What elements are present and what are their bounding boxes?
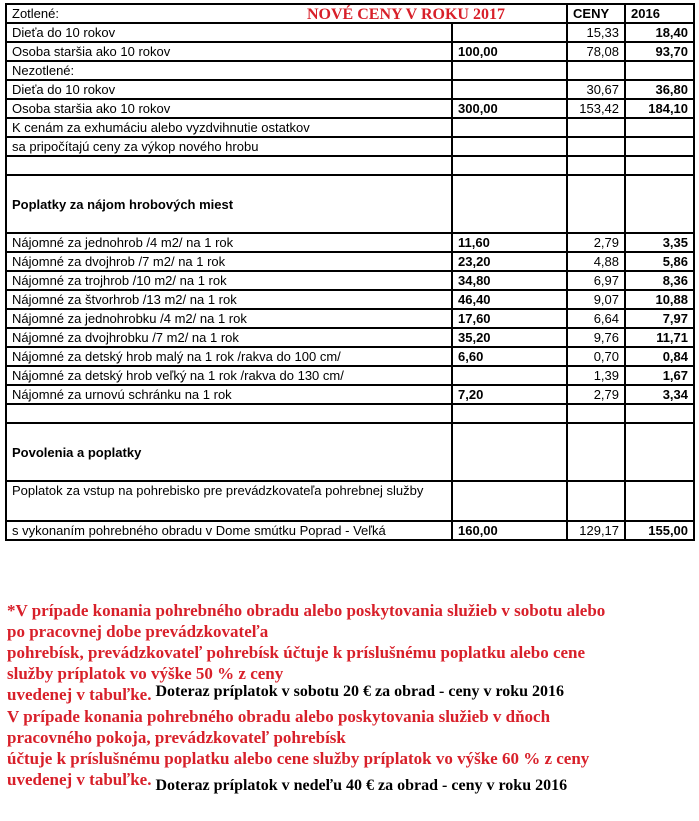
price-2016 (625, 137, 694, 156)
price-2016 (625, 156, 694, 175)
price-list-sheet (5, 3, 695, 541)
table-row (6, 42, 694, 61)
saturday-note-line: uvedenej v tabuľke. (7, 685, 152, 704)
table-row (6, 521, 694, 540)
row-description: Osoba staršia ako 10 rokov (6, 99, 452, 118)
price-2016: 3,35 (625, 233, 694, 252)
new-price-2017 (452, 23, 567, 42)
prices-column-header: CENY (567, 4, 625, 23)
header-row (6, 4, 694, 23)
holiday-note-line: V prípade konania pohrebného obradu alebo poskytovania služieb v dňoch (7, 707, 551, 726)
table-row (6, 61, 694, 80)
row-description: Dieťa do 10 rokov (6, 23, 452, 42)
holiday-note-line: uvedenej v tabuľke. (7, 770, 152, 789)
holiday-note-line: pracovného pokoja, prevádzkovateľ pohrebísk (7, 728, 346, 747)
old-price: 9,76 (567, 328, 625, 347)
table-row (6, 99, 694, 118)
old-price: 129,17 (567, 521, 625, 540)
row-description: Nájomné za detský hrob malý na 1 rok /rakva do 100 cm/ (6, 347, 452, 366)
empty-cell (452, 175, 567, 233)
new-price-2017: 300,00 (452, 99, 567, 118)
price-2016: 184,10 (625, 99, 694, 118)
row-description: Nájomné za dvojhrobku /7 m2/ na 1 rok (6, 328, 452, 347)
row-description: Nájomné za jednohrob /4 m2/ na 1 rok (6, 233, 452, 252)
surcharge-notes (7, 600, 697, 794)
price-table (5, 3, 695, 541)
new-price-2017 (452, 118, 567, 137)
price-2016: 93,70 (625, 42, 694, 61)
old-price: 6,64 (567, 309, 625, 328)
empty-cell (567, 423, 625, 481)
price-2016: 7,97 (625, 309, 694, 328)
price-2016 (625, 481, 694, 521)
saturday-note-last-line (7, 684, 697, 706)
price-2016: 10,88 (625, 290, 694, 309)
old-price: 15,33 (567, 23, 625, 42)
row-description: Nájomné za detský hrob veľký na 1 rok /rakva do 130 cm/ (6, 366, 452, 385)
old-price (567, 481, 625, 521)
table-row (6, 481, 694, 521)
table-row (6, 328, 694, 347)
table-row (6, 366, 694, 385)
row-description: Nájomné za jednohrobku /4 m2/ na 1 rok (6, 309, 452, 328)
price-2016: 155,00 (625, 521, 694, 540)
empty-cell (625, 175, 694, 233)
saturday-note-line: *V prípade konania pohrebného obradu alebo poskytovania služieb v sobotu alebo (7, 601, 606, 620)
row-description: Nezotlené: (6, 61, 452, 80)
price-2016 (625, 118, 694, 137)
old-price (567, 404, 625, 423)
section-title-permits: Povolenia a poplatky (6, 423, 452, 481)
price-2016: 5,86 (625, 252, 694, 271)
empty-cell (625, 423, 694, 481)
new-price-2017 (452, 61, 567, 80)
row-description (6, 404, 452, 423)
table-row (6, 347, 694, 366)
old-price (567, 137, 625, 156)
section-heading-row (6, 423, 694, 481)
row-description: K cenám za exhumáciu alebo vyzdvihnutie ostatkov (6, 118, 452, 137)
empty-cell (567, 175, 625, 233)
saturday-note-line: pohrebísk, prevádzkovateľ pohrebísk účtuje k príslušnému poplatku alebo cene (7, 643, 586, 662)
old-price: 78,08 (567, 42, 625, 61)
new-price-2017 (452, 137, 567, 156)
table-row-empty (6, 156, 694, 175)
zotlene-label: Zotlené: (12, 6, 59, 21)
year-column-header: 2016 (625, 4, 694, 23)
price-2016: 8,36 (625, 271, 694, 290)
table-row (6, 80, 694, 99)
table-row (6, 271, 694, 290)
table-row-empty (6, 404, 694, 423)
old-price: 4,88 (567, 252, 625, 271)
holiday-previous-surcharge: Doteraz príplatok v nedeľu 40 € za obrad - ceny v roku 2016 (155, 777, 568, 794)
old-price: 0,70 (567, 347, 625, 366)
saturday-note-line: po pracovnej dobe prevádzkovateľa (7, 622, 269, 641)
new-price-2017 (452, 366, 567, 385)
new-price-2017: 6,60 (452, 347, 567, 366)
price-2016 (625, 61, 694, 80)
price-2016: 1,67 (625, 366, 694, 385)
new-price-2017: 160,00 (452, 521, 567, 540)
table-row (6, 290, 694, 309)
new-price-2017: 35,20 (452, 328, 567, 347)
section-title-rent: Poplatky za nájom hrobových miest (6, 175, 452, 233)
row-description: Nájomné za trojhrob /10 m2/ na 1 rok (6, 271, 452, 290)
holiday-note-line: účtuje k príslušnému poplatku alebo cene služby príplatok vo výške 60 % z ceny (7, 749, 590, 768)
old-price: 30,67 (567, 80, 625, 99)
old-price (567, 156, 625, 175)
section-heading-row (6, 175, 694, 233)
saturday-note-line: služby príplatok vo výške 50 % z ceny (7, 664, 284, 683)
row-description: Dieťa do 10 rokov (6, 80, 452, 99)
price-2016: 11,71 (625, 328, 694, 347)
new-price-2017 (452, 80, 567, 99)
new-price-2017 (452, 481, 567, 521)
empty-cell (452, 423, 567, 481)
row-description: Poplatok za vstup na pohrebisko pre prevádzkovateľa pohrebnej služby (6, 481, 452, 521)
old-price (567, 118, 625, 137)
row-description: Nájomné za dvojhrob /7 m2/ na 1 rok (6, 252, 452, 271)
price-2016: 18,40 (625, 23, 694, 42)
old-price: 6,97 (567, 271, 625, 290)
new-price-2017: 23,20 (452, 252, 567, 271)
table-row (6, 23, 694, 42)
old-price (567, 61, 625, 80)
table-row (6, 385, 694, 404)
new-price-2017 (452, 156, 567, 175)
holiday-note-last-line (7, 769, 697, 794)
old-price: 153,42 (567, 99, 625, 118)
new-price-2017: 17,60 (452, 309, 567, 328)
table-row (6, 118, 694, 137)
old-price: 9,07 (567, 290, 625, 309)
new-price-2017: 46,40 (452, 290, 567, 309)
new-price-2017 (452, 404, 567, 423)
row-description: Nájomné za štvorhrob /13 m2/ na 1 rok (6, 290, 452, 309)
old-price: 2,79 (567, 385, 625, 404)
row-description: sa pripočítajú ceny za výkop nového hrobu (6, 137, 452, 156)
table-row (6, 252, 694, 271)
new-price-2017: 100,00 (452, 42, 567, 61)
price-2016: 0,84 (625, 347, 694, 366)
new-price-2017: 11,60 (452, 233, 567, 252)
row-description: Osoba staršia ako 10 rokov (6, 42, 452, 61)
old-price: 2,79 (567, 233, 625, 252)
old-price: 1,39 (567, 366, 625, 385)
row-description: Nájomné za urnovú schránku na 1 rok (6, 385, 452, 404)
row-description (6, 156, 452, 175)
table-row (6, 137, 694, 156)
zotlene-header-cell (6, 4, 567, 23)
new-price-2017: 7,20 (452, 385, 567, 404)
new-prices-title: NOVÉ CENY V ROKU 2017 (307, 6, 505, 23)
price-2016 (625, 404, 694, 423)
table-row (6, 309, 694, 328)
new-price-2017: 34,80 (452, 271, 567, 290)
saturday-previous-surcharge: Doteraz príplatok v sobotu 20 € za obrad - ceny v roku 2016 (155, 683, 565, 700)
table-row (6, 233, 694, 252)
row-description: s vykonaním pohrebného obradu v Dome smútku Poprad - Veľká (6, 521, 452, 540)
price-2016: 3,34 (625, 385, 694, 404)
price-2016: 36,80 (625, 80, 694, 99)
